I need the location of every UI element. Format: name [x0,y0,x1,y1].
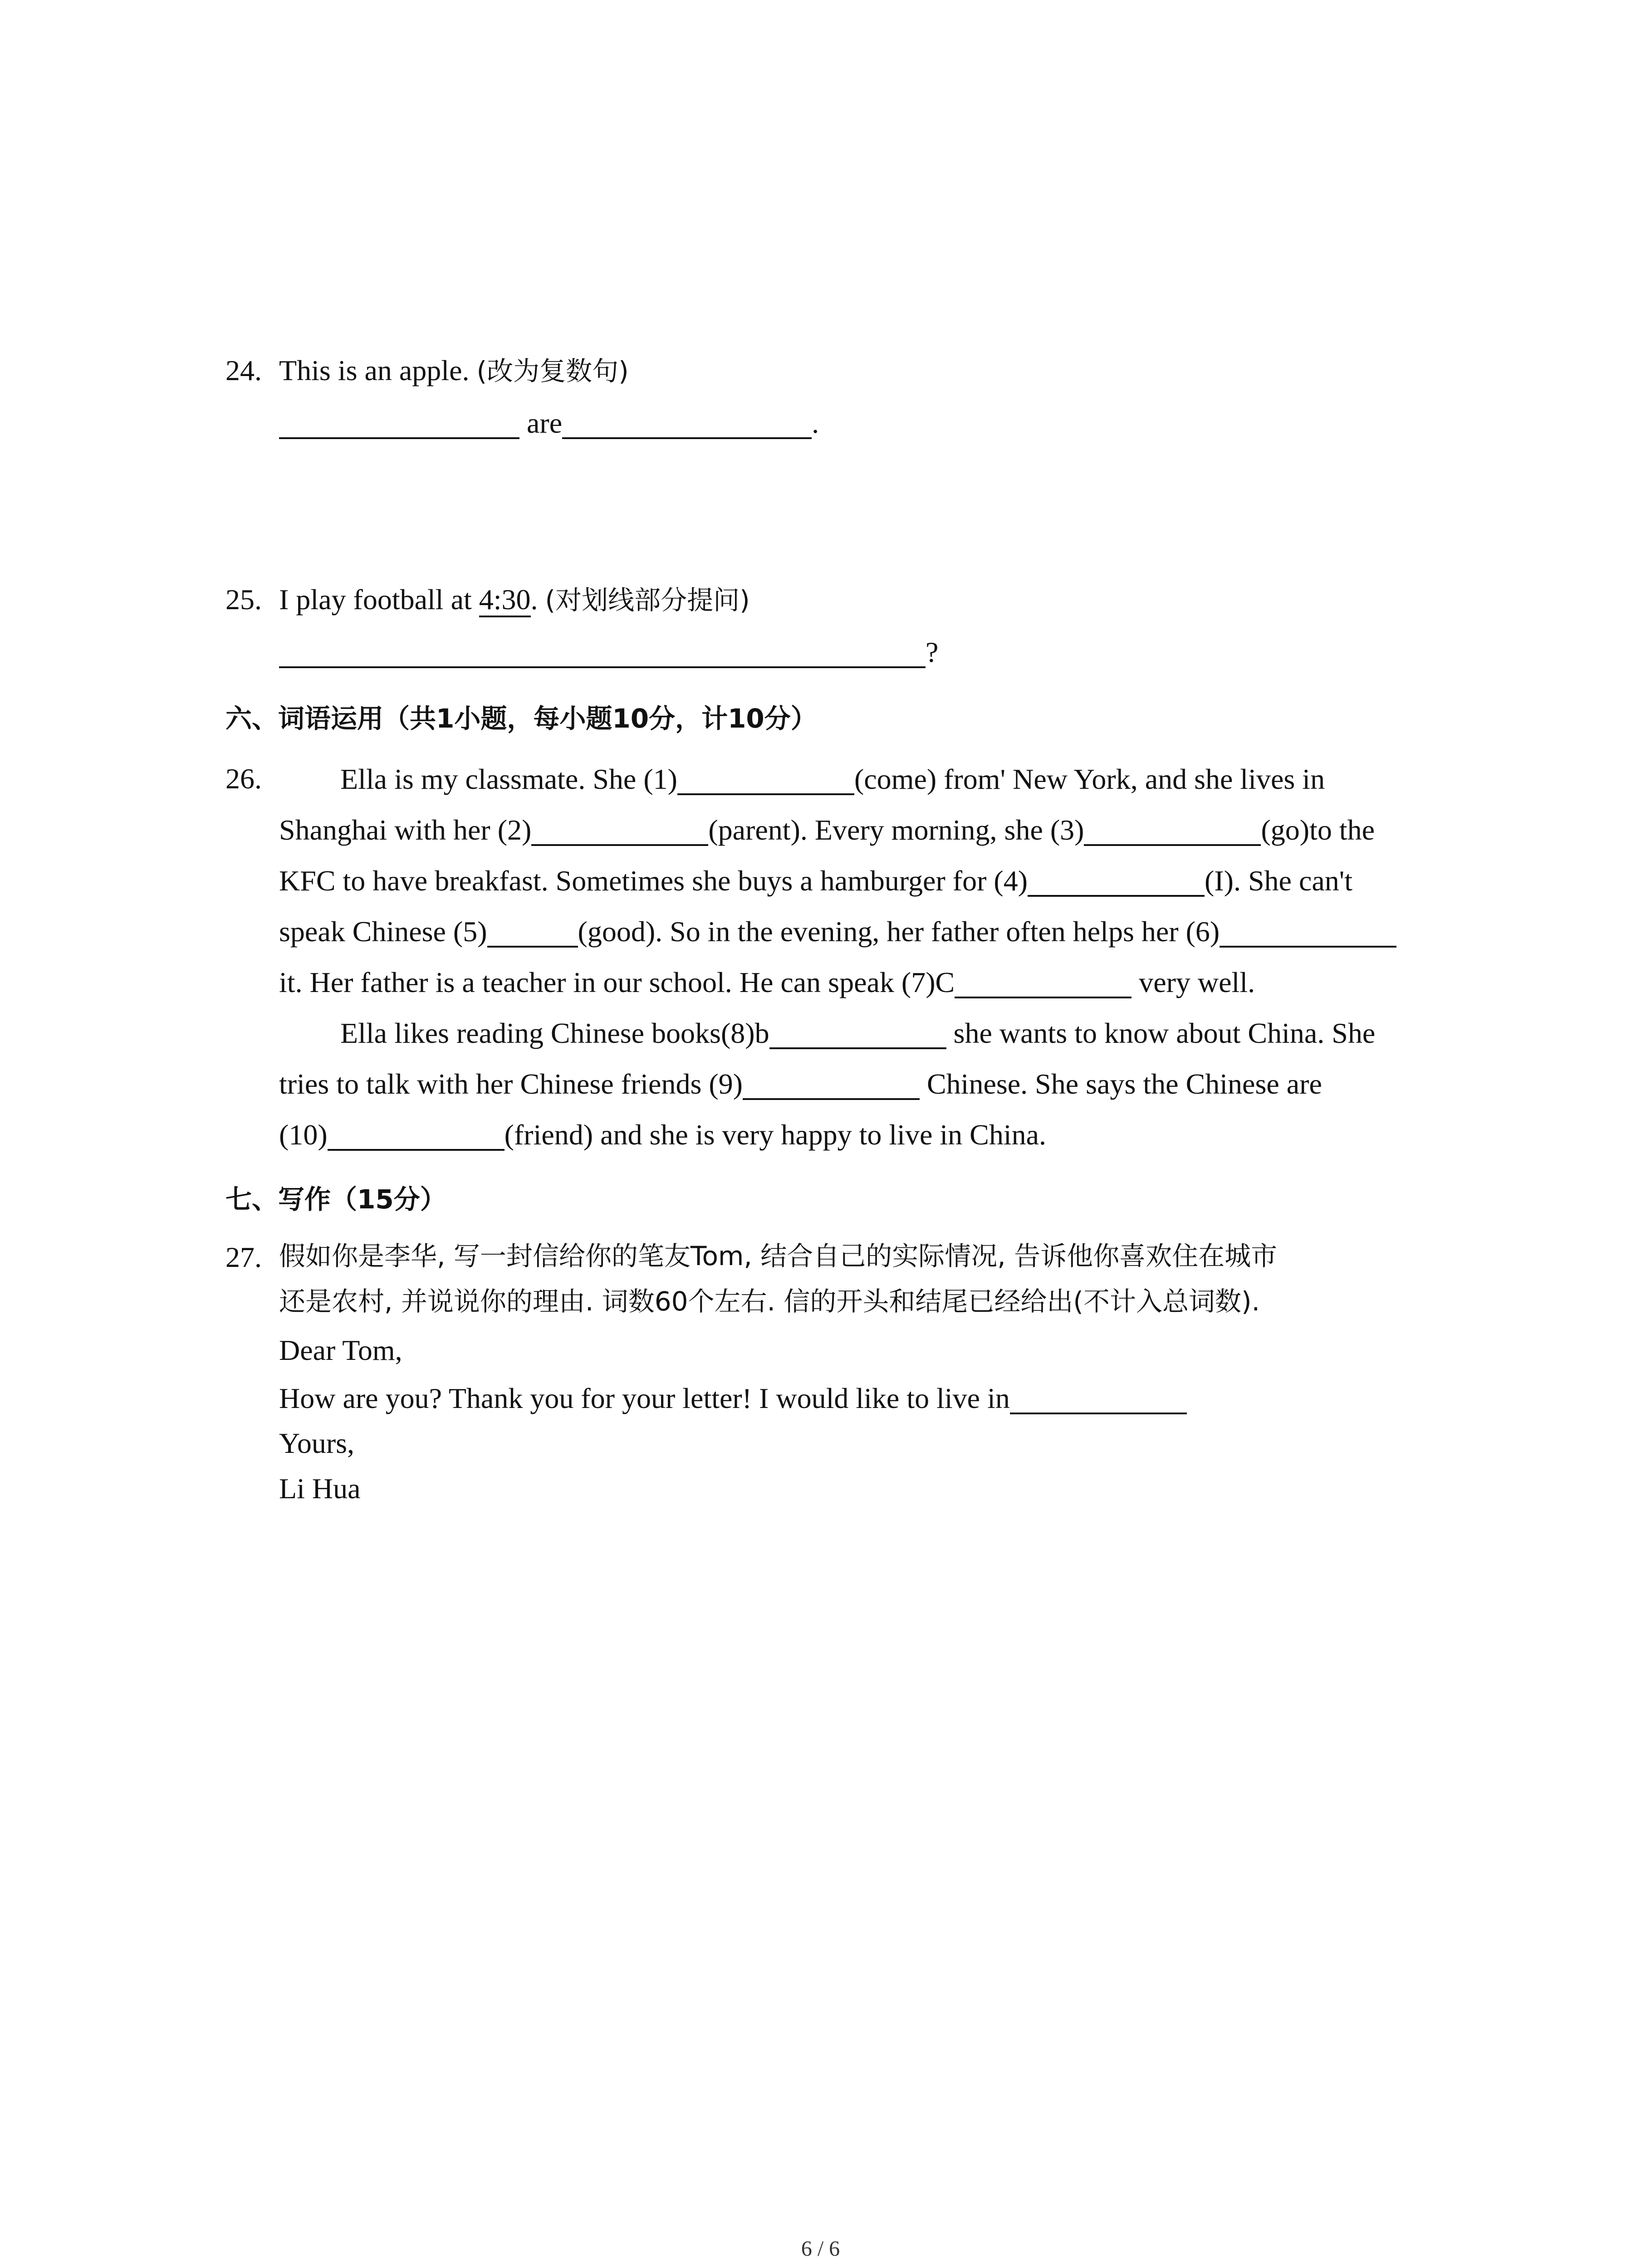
question-number: 25. [225,583,262,616]
answer-blank-8[interactable] [769,1018,946,1049]
question-number: 27. [225,1241,262,1273]
question-text: This is an apple. [279,354,477,386]
answer-blank-9[interactable] [743,1069,920,1100]
instruction: (改为复数句) [476,356,629,386]
answer-blank-2[interactable] [531,815,708,846]
answer-blank-3[interactable] [1084,815,1261,846]
answer-end: ? [926,636,939,668]
answer-blank[interactable] [1010,1383,1187,1414]
answer-blank-1[interactable] [677,764,854,795]
section-7-title: 七、写作（15分） [225,1184,446,1215]
question-text: I play football at [279,583,479,616]
answer-blank[interactable] [279,408,519,439]
question-number: 24. [225,354,262,386]
instruction: (对划线部分提问) [545,585,750,616]
answer-blank-6[interactable] [1220,917,1396,948]
answer-blank-4[interactable] [1028,866,1205,897]
answer-end: . [812,407,819,439]
answer-blank-7[interactable] [955,968,1132,998]
question-number: 26. [225,763,262,795]
answer-blank-5[interactable] [487,917,578,948]
answer-blank[interactable] [562,408,812,439]
answer-word: are [519,407,563,439]
answer-blank[interactable] [279,637,926,668]
page-number: 6 / 6 [801,2237,840,2261]
answer-blank-10[interactable] [328,1120,505,1151]
section-6-title: 六、词语运用（共1小题，每小题10分，计10分） [225,703,817,734]
underlined-time: 4:30 [479,583,531,617]
